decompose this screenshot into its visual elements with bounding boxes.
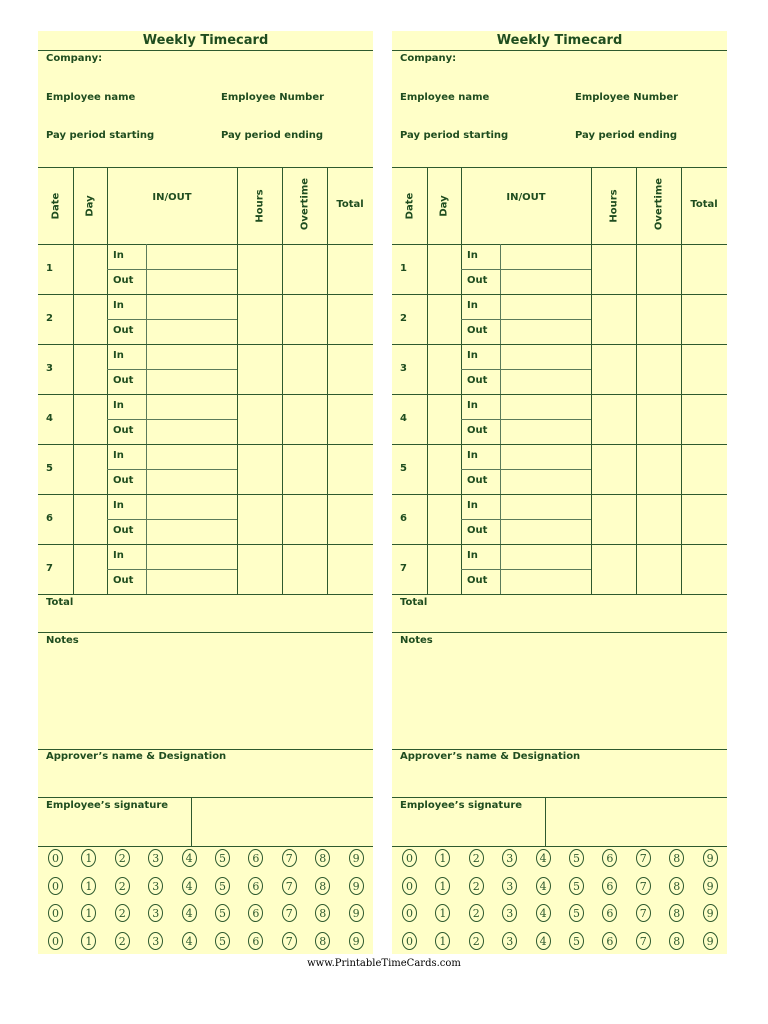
digit-bubble[interactable]: 6 [602, 849, 617, 867]
digit-bubble[interactable]: 7 [282, 904, 297, 922]
digit-bubble[interactable]: 1 [81, 849, 96, 867]
digit-bubble[interactable]: 8 [315, 904, 330, 922]
header-in-out: IN/OUT [152, 191, 192, 203]
header-overtime: Overtime [299, 177, 310, 230]
digit-bubble[interactable]: 2 [115, 877, 130, 895]
out-label: Out [467, 475, 488, 486]
column-line [237, 167, 238, 594]
rule-line [461, 519, 591, 520]
company-label[interactable]: Company: [46, 53, 103, 64]
rule-line [38, 294, 373, 295]
digit-bubble[interactable]: 1 [81, 932, 96, 950]
digit-bubble[interactable]: 0 [402, 877, 417, 895]
digit-bubble[interactable]: 6 [602, 932, 617, 950]
digit-bubble[interactable]: 4 [182, 849, 197, 867]
header-in-out: IN/OUT [506, 191, 546, 203]
row-day-number: 4 [46, 413, 53, 424]
in-label: In [113, 250, 124, 261]
digit-bubble[interactable]: 5 [569, 932, 584, 950]
digit-bubble[interactable]: 2 [469, 877, 484, 895]
in-label: In [113, 500, 124, 511]
digit-bubble[interactable]: 3 [502, 904, 517, 922]
rule-line [107, 369, 237, 370]
total-label: Total [46, 597, 74, 608]
digit-bubble[interactable]: 1 [81, 904, 96, 922]
digit-bubble[interactable]: 4 [536, 932, 551, 950]
rule-line [392, 394, 727, 395]
column-line [73, 167, 74, 594]
digit-bubble[interactable]: 5 [215, 932, 230, 950]
in-label: In [113, 450, 124, 461]
rule-line [392, 544, 727, 545]
digit-bubble[interactable]: 2 [115, 904, 130, 922]
rule-line [38, 632, 373, 633]
out-label: Out [113, 325, 134, 336]
rule-line [107, 269, 237, 270]
digit-bubble[interactable]: 4 [182, 932, 197, 950]
rule-line [107, 419, 237, 420]
out-label: Out [467, 325, 488, 336]
rule-line [107, 469, 237, 470]
rule-line [38, 544, 373, 545]
rule-line [392, 244, 727, 245]
column-line [427, 167, 428, 594]
header-day: Day [84, 194, 96, 217]
digit-bubble[interactable]: 9 [703, 904, 718, 922]
digit-bubble[interactable]: 3 [148, 849, 163, 867]
header-hours: Hours [608, 188, 619, 223]
digit-bubble[interactable]: 3 [502, 932, 517, 950]
digit-bubble[interactable]: 9 [703, 849, 718, 867]
row-day-number: 6 [46, 513, 53, 524]
approver-label[interactable]: Approver’s name & Designation [400, 751, 581, 762]
rule-line [461, 419, 591, 420]
digit-bubble[interactable]: 6 [602, 877, 617, 895]
digit-bubble[interactable]: 5 [569, 849, 584, 867]
digit-bubble[interactable]: 0 [48, 877, 63, 895]
rule-line [38, 494, 373, 495]
header-total: Total [690, 198, 718, 210]
row-day-number: 3 [400, 363, 407, 374]
digit-bubble[interactable]: 2 [469, 904, 484, 922]
digit-bubble[interactable]: 4 [182, 877, 197, 895]
rule-line [38, 244, 373, 245]
digit-bubble[interactable]: 1 [435, 904, 450, 922]
digit-bubble[interactable]: 1 [81, 877, 96, 895]
in-label: In [467, 500, 478, 511]
rule-line [461, 369, 591, 370]
in-label: In [467, 350, 478, 361]
column-line [591, 167, 592, 594]
out-label: Out [467, 425, 488, 436]
digit-bubble[interactable]: 5 [215, 877, 230, 895]
rule-line [38, 594, 373, 595]
rule-line [38, 797, 373, 798]
digit-bubble[interactable]: 5 [569, 877, 584, 895]
pay-period-end-label[interactable]: Pay period ending [221, 130, 324, 141]
column-line [191, 797, 192, 846]
digit-bubble[interactable]: 2 [469, 849, 484, 867]
digit-bubble[interactable]: 0 [48, 904, 63, 922]
rule-line [38, 444, 373, 445]
digit-bubble[interactable]: 2 [469, 932, 484, 950]
employee-name-label[interactable]: Employee name [46, 92, 136, 103]
digit-bubble[interactable]: 0 [402, 932, 417, 950]
out-label: Out [467, 375, 488, 386]
row-day-number: 1 [400, 263, 407, 274]
signature-label[interactable]: Employee’s signature [400, 800, 523, 811]
digit-bubble[interactable]: 7 [636, 877, 651, 895]
rule-line [392, 294, 727, 295]
signature-label[interactable]: Employee’s signature [46, 800, 169, 811]
rule-line [461, 319, 591, 320]
digit-bubble[interactable]: 0 [48, 849, 63, 867]
digit-bubble[interactable]: 7 [636, 904, 651, 922]
column-line [681, 167, 682, 594]
in-label: In [467, 450, 478, 461]
footer-website[interactable]: www.PrintableTimeCards.com [307, 958, 461, 969]
row-day-number: 5 [46, 463, 53, 474]
row-day-number: 2 [46, 313, 53, 324]
digit-bubble[interactable]: 3 [148, 877, 163, 895]
rule-line [392, 50, 727, 51]
rule-line [392, 444, 727, 445]
digit-bubble[interactable]: 4 [536, 877, 551, 895]
rule-line [38, 394, 373, 395]
pay-period-start-label[interactable]: Pay period starting [46, 130, 155, 141]
in-label: In [467, 250, 478, 261]
rule-line [392, 344, 727, 345]
row-day-number: 4 [400, 413, 407, 424]
header-day: Day [438, 194, 450, 217]
rule-line [38, 846, 373, 847]
digit-bubble[interactable]: 2 [115, 932, 130, 950]
column-line [461, 167, 462, 594]
out-label: Out [113, 575, 134, 586]
out-label: Out [113, 525, 134, 536]
digit-bubble[interactable]: 9 [703, 877, 718, 895]
notes-label[interactable]: Notes [400, 635, 433, 646]
pay-period-start-label[interactable]: Pay period starting [400, 130, 509, 141]
digit-bubble[interactable]: 8 [669, 849, 684, 867]
out-label: Out [113, 475, 134, 486]
out-label: Out [113, 375, 134, 386]
digit-bubble[interactable]: 8 [669, 932, 684, 950]
rule-line [107, 319, 237, 320]
digit-bubble[interactable]: 3 [502, 849, 517, 867]
digit-bubble[interactable]: 6 [602, 904, 617, 922]
digit-bubble[interactable]: 9 [703, 932, 718, 950]
employee-name-label[interactable]: Employee name [400, 92, 490, 103]
out-label: Out [467, 275, 488, 286]
row-day-number: 7 [400, 563, 407, 574]
approver-label[interactable]: Approver’s name & Designation [46, 751, 227, 762]
column-line [545, 797, 546, 846]
header-date: Date [50, 192, 61, 219]
digit-bubble[interactable]: 8 [669, 904, 684, 922]
rule-line [38, 344, 373, 345]
timecard-left [38, 31, 373, 954]
card-title: Weekly Timecard [142, 33, 269, 48]
digit-bubble[interactable]: 6 [248, 849, 263, 867]
rule-line [392, 797, 727, 798]
rule-line [461, 469, 591, 470]
header-date: Date [404, 192, 415, 219]
row-day-number: 7 [46, 563, 53, 574]
column-line [282, 167, 283, 594]
digit-bubble[interactable]: 0 [48, 932, 63, 950]
digit-bubble[interactable]: 8 [315, 849, 330, 867]
out-label: Out [113, 425, 134, 436]
rule-line [392, 167, 727, 168]
out-label: Out [467, 525, 488, 536]
header-hours: Hours [254, 188, 265, 223]
digit-bubble[interactable]: 7 [636, 932, 651, 950]
digit-bubble[interactable]: 6 [248, 932, 263, 950]
digit-bubble[interactable]: 9 [349, 904, 364, 922]
digit-bubble[interactable]: 7 [282, 877, 297, 895]
in-label: In [113, 300, 124, 311]
digit-bubble[interactable]: 3 [148, 904, 163, 922]
column-line [327, 167, 328, 594]
digit-bubble[interactable]: 4 [182, 904, 197, 922]
rule-line [107, 569, 237, 570]
employee-number-label[interactable]: Employee Number [575, 92, 679, 103]
notes-label[interactable]: Notes [46, 635, 79, 646]
digit-bubble[interactable]: 1 [435, 849, 450, 867]
row-day-number: 2 [400, 313, 407, 324]
rule-line [392, 749, 727, 750]
digit-bubble[interactable]: 8 [669, 877, 684, 895]
rule-line [38, 167, 373, 168]
digit-bubble[interactable]: 3 [148, 932, 163, 950]
digit-bubble[interactable]: 9 [349, 849, 364, 867]
digit-bubble[interactable]: 4 [536, 904, 551, 922]
digit-bubble[interactable]: 9 [349, 877, 364, 895]
digit-bubble[interactable]: 1 [435, 932, 450, 950]
rule-line [38, 50, 373, 51]
digit-bubble[interactable]: 4 [536, 849, 551, 867]
digit-bubble[interactable]: 5 [215, 904, 230, 922]
rule-line [461, 269, 591, 270]
in-label: In [467, 300, 478, 311]
rule-line [461, 569, 591, 570]
rule-line [392, 632, 727, 633]
rule-line [392, 594, 727, 595]
digit-bubble[interactable]: 8 [315, 877, 330, 895]
out-label: Out [113, 275, 134, 286]
out-label: Out [467, 575, 488, 586]
rule-line [107, 519, 237, 520]
rule-line [392, 846, 727, 847]
header-total: Total [336, 198, 364, 210]
rule-line [392, 494, 727, 495]
digit-bubble[interactable]: 1 [435, 877, 450, 895]
digit-bubble[interactable]: 3 [502, 877, 517, 895]
row-day-number: 3 [46, 363, 53, 374]
header-overtime: Overtime [653, 177, 664, 230]
digit-bubble[interactable]: 6 [248, 877, 263, 895]
employee-number-label[interactable]: Employee Number [221, 92, 325, 103]
digit-bubble[interactable]: 5 [215, 849, 230, 867]
in-label: In [113, 400, 124, 411]
digit-bubble[interactable]: 7 [282, 932, 297, 950]
digit-bubble[interactable]: 0 [402, 904, 417, 922]
column-line [636, 167, 637, 594]
timecard-right [392, 31, 727, 954]
digit-bubble[interactable]: 2 [115, 849, 130, 867]
card-title: Weekly Timecard [496, 33, 623, 48]
pay-period-end-label[interactable]: Pay period ending [575, 130, 678, 141]
in-label: In [113, 350, 124, 361]
column-line [107, 167, 108, 594]
total-label: Total [400, 597, 428, 608]
company-label[interactable]: Company: [400, 53, 457, 64]
row-day-number: 1 [46, 263, 53, 274]
in-label: In [467, 550, 478, 561]
digit-bubble[interactable]: 7 [636, 849, 651, 867]
digit-bubble[interactable]: 7 [282, 849, 297, 867]
rule-line [38, 749, 373, 750]
row-day-number: 5 [400, 463, 407, 474]
digit-bubble[interactable]: 9 [349, 932, 364, 950]
digit-bubble[interactable]: 5 [569, 904, 584, 922]
in-label: In [467, 400, 478, 411]
digit-bubble[interactable]: 8 [315, 932, 330, 950]
digit-bubble[interactable]: 6 [248, 904, 263, 922]
digit-bubble[interactable]: 0 [402, 849, 417, 867]
in-label: In [113, 550, 124, 561]
row-day-number: 6 [400, 513, 407, 524]
